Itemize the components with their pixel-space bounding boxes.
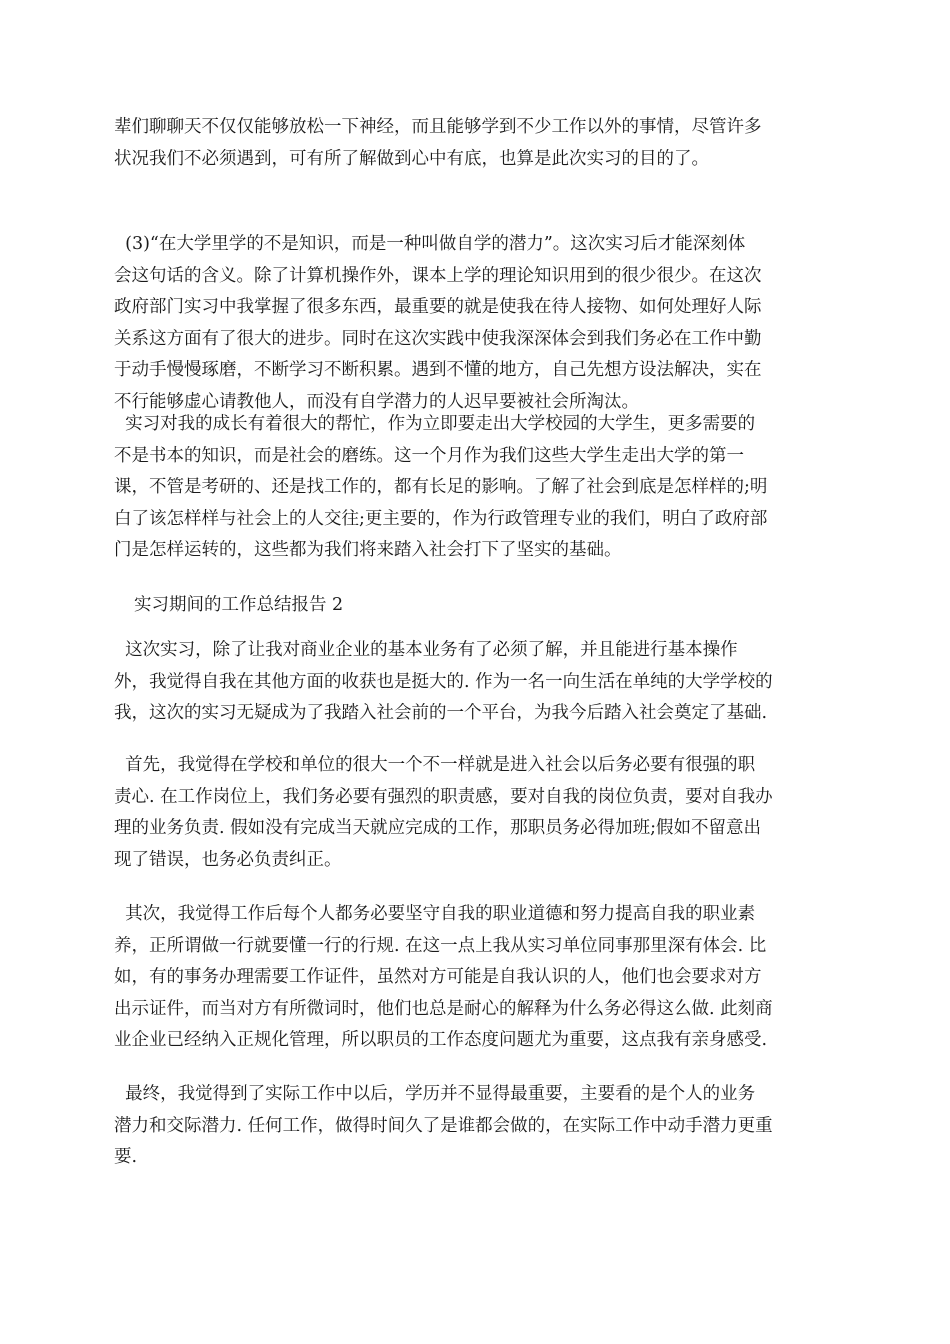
- text-line: 不行能够虚心请教他人，而没有自学潜力的人迟早要被社会所淘汰。: [114, 391, 639, 412]
- text-line: 会这句话的含义。除了计算机操作外，课本上学的理论知识用到的很少很少。在这次: [114, 265, 762, 286]
- paragraph-4: [114, 635, 836, 730]
- text-line: 外，我觉得自我在其他方面的收获也是挺大的. 作为一名一向生活在单纯的大学学校的: [114, 671, 773, 692]
- text-line: 实习对我的成长有着很大的帮忙，作为立即要走出大学校园的大学生，更多需要的: [114, 414, 756, 434]
- text-line: 辈们聊聊天不仅仅能够放松一下神经，而且能够学到不少工作以外的事情，尽管许多: [114, 117, 762, 137]
- paragraph-7: [114, 1079, 836, 1174]
- text-line: 首先，我觉得在学校和单位的很大一个不一样就是进入社会以后务必要有很强的职: [114, 755, 756, 775]
- paragraph-6: [114, 899, 836, 1057]
- text-line: 要.: [114, 1147, 138, 1168]
- text-line: 如，有的事务办理需要工作证件，虽然对方可能是自我认识的人，他们也会要求对方: [114, 967, 762, 988]
- text-line: 现了错误，也务必负责纠正。: [114, 849, 342, 870]
- paragraph-2: [114, 229, 836, 419]
- text-line: 我，这次的实习无疑成为了我踏入社会前的一个平台，为我今后踏入社会奠定了基础.: [114, 703, 768, 724]
- text-line: 这次实习，除了让我对商业企业的基本业务有了必须了解，并且能进行基本操作: [114, 640, 738, 660]
- text-line: 最终，我觉得到了实际工作中以后，学历并不显得最重要，主要看的是个人的业务: [114, 1084, 756, 1104]
- text-line: 养，正所谓做一行就要懂一行的行规. 在这一点上我从实习单位同事那里深有体会. 比: [114, 935, 767, 956]
- text-line: 其次，我觉得工作后每个人都务必要坚守自我的职业道德和努力提高自我的职业素: [114, 904, 756, 924]
- text-line: 门是怎样运转的，这些都为我们将来踏入社会打下了坚实的基础。: [114, 540, 622, 561]
- text-line: 状况我们不必须遇到，可有所了解做到心中有底，也算是此次实习的目的了。: [114, 148, 709, 169]
- paragraph-1: [114, 112, 836, 175]
- text-line: 政府部门实习中我掌握了很多东西，最重要的就是使我在待人接物、如何处理好人际: [114, 297, 762, 318]
- text-line: 课，不管是考研的、还是找工作的，都有长足的影响。了解了社会到底是怎样样的;明: [114, 477, 768, 498]
- text-line: 于动手慢慢琢磨，不断学习不断积累。遇到不懂的地方，自己先想方设法解决，实在: [114, 360, 762, 381]
- text-line: 理的业务负责. 假如没有完成当天就应完成的工作，那职员务必得加班;假如不留意出: [114, 818, 762, 839]
- paragraph-3: [114, 409, 836, 567]
- text-line: 责心. 在工作岗位上，我们务必要有强烈的职责感，要对自我的岗位负责，要对自我办: [114, 786, 773, 807]
- text-line: (3)“在大学里学的不是知识，而是一种叫做自学的潜力”。这次实习后才能深刻体: [114, 234, 746, 254]
- text-line: 白了该怎样样与社会上的人交往;更主要的，作为行政管理专业的我们，明白了政府部: [114, 508, 768, 529]
- text-line: 关系这方面有了很大的进步。同时在这次实践中使我深深体会到我们务必在工作中勤: [114, 328, 762, 349]
- paragraph-5: [114, 750, 836, 876]
- text-line: 不是书本的知识，而是社会的磨练。这一个月作为我们这些大学生走出大学的第一: [114, 445, 744, 466]
- text-line: 业企业已经纳入正规化管理，所以职员的工作态度问题尤为重要，这点我有亲身感受.: [114, 1030, 768, 1051]
- section-heading: 实习期间的工作总结报告 2: [134, 595, 344, 615]
- text-line: 出示证件，而当对方有所微词时，他们也总是耐心的解释为什么务必得这么做. 此刻商: [114, 998, 773, 1019]
- text-line: 潜力和交际潜力. 任何工作，做得时间久了是谁都会做的，在实际工作中动手潜力更重: [114, 1115, 773, 1136]
